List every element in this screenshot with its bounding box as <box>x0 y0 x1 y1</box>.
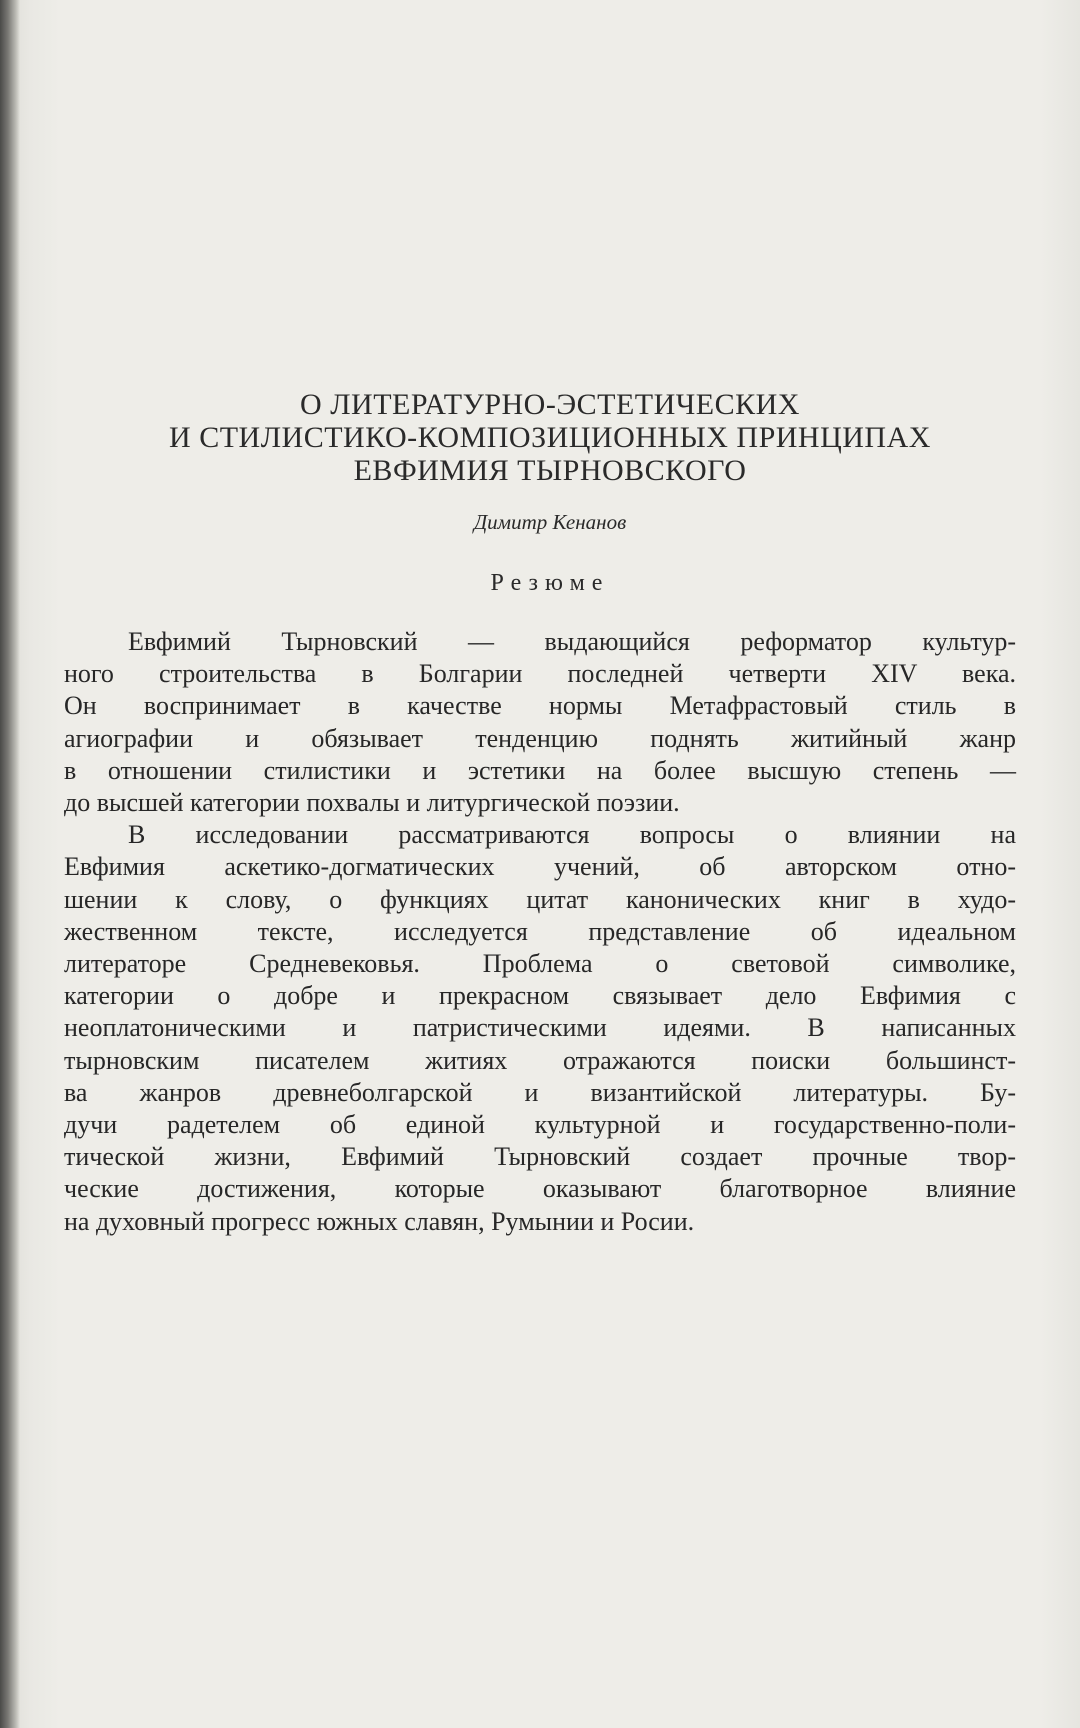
paragraph-1 <box>64 626 1016 819</box>
author-name: Димитр Кенанов <box>473 510 627 534</box>
text-line: в отношении стилистики и эстетики на более высшую степень — <box>64 755 1016 785</box>
title-line-3: ЕВФИМИЯ ТЫРНОВСКОГО <box>353 454 747 487</box>
text-line: агиографии и обязывает тенденцию поднять житийный жанр <box>64 723 1016 753</box>
title-line-1: О ЛИТЕРАТУРНО-ЭСТЕТИЧЕСКИХ <box>300 388 800 421</box>
text-line: ческие достижения, которые оказывают благотворное влияние <box>64 1174 1016 1204</box>
text-line: ва жанров древнеболгарской и византийской литературы. Бу- <box>64 1077 1016 1107</box>
text-line: Евфимия аскетико-догматических учений, об авторском отно- <box>64 852 1016 882</box>
text-line: тырновским писателем житиях отражаются поиски большинст- <box>64 1045 1016 1075</box>
text-line: тической жизни, Евфимий Тырновский создает прочные твор- <box>64 1142 1016 1172</box>
text-line: Он воспринимает в качестве нормы Метафрастовый стиль в <box>64 691 1016 721</box>
title-line-2: И СТИЛИСТИКО-КОМПОЗИЦИОННЫХ ПРИНЦИПАХ <box>169 421 931 454</box>
text-line: жественном тексте, исследуется представление об идеальном <box>64 916 1016 946</box>
text-line: шении к слову, о функциях цитат канонических книг в худо- <box>64 884 1016 914</box>
text-line: ного строительства в Болгарии последней четверти XIV века. <box>64 659 1016 689</box>
section-heading: Резюме <box>490 570 610 596</box>
text-line: категории о добре и прекрасном связывает дело Евфимия с <box>64 981 1016 1011</box>
summary-body <box>64 626 1016 1238</box>
text-line: литераторе Средневековья. Проблема о световой символике, <box>64 949 1016 979</box>
text-line: В исследовании рассматриваются вопросы о влиянии на <box>128 820 1016 850</box>
text-line: дучи радетелем об единой культурной и государственно-поли- <box>64 1110 1016 1140</box>
text-line: неоплатоническими и патристическими идеями. В написанных <box>64 1013 1016 1043</box>
text-line: Евфимий Тырновский — выдающийся реформатор культур- <box>128 627 1016 656</box>
article-title <box>60 388 1040 487</box>
paragraph-2 <box>64 819 1016 1238</box>
book-spine-shadow <box>0 0 20 1728</box>
text-line: до высшей категории похвалы и литургической поэзии. <box>64 788 680 818</box>
text-line: на духовный прогресс южных славян, Румынии и Росии. <box>64 1206 695 1236</box>
